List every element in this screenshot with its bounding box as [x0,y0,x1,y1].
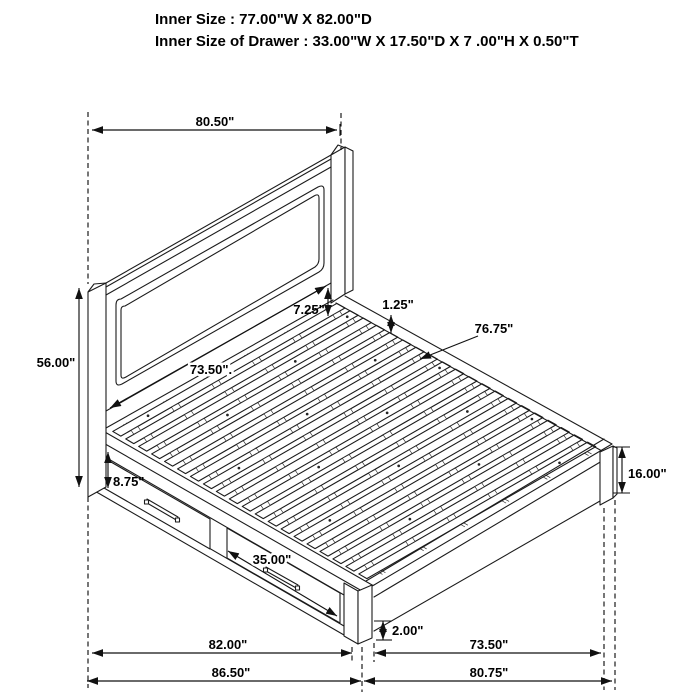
dim-headboard-height-label: 56.00" [36,355,76,370]
drawer-handle-1-endcap [145,500,149,504]
dim-overall-width-label: 80.75" [469,665,509,680]
headboard-right-post [331,147,345,303]
slat-deck [113,303,596,578]
drawer-front-1 [104,458,210,549]
foot-right-leg [600,446,613,505]
dim-slat-length-label: 76.75" [474,321,514,336]
foot-left-leg [344,583,358,644]
drawer-handle-2-endcap [264,568,268,572]
headboard-right-post-side [345,147,353,294]
dim-floor-clearance-label: 2.00" [392,623,424,638]
drawer-handle-2-endcap [296,586,300,590]
dim-side-rail-length-label: 82.00" [208,637,248,652]
headboard-panel-recess-outer [116,186,324,385]
dim-slat-thickness-label: 1.25" [382,297,414,312]
dim-panel-gap-label: 7.25" [293,302,325,317]
dim-foot-rail-length-label: 73.50" [469,637,509,652]
header-inner-size: Inner Size : 77.00"W X 82.00"D [155,11,372,28]
dim-drawer-width-label: 35.00" [252,552,292,567]
dim-footboard-height-label: 16.00" [628,466,667,481]
dim-headboard-width-label: 80.50" [195,114,235,129]
foot-left-leg-side [358,585,372,644]
dim-overall-length-label: 86.50" [211,665,251,680]
headboard-left-post [88,283,106,497]
dim-drawer-height-label: 8.75" [113,474,145,489]
header-inner-drawer-size: Inner Size of Drawer : 33.00"W X 17.50"D X 7 .00"H X 0.50"T [155,33,579,50]
foot-right-leg-side [613,446,617,498]
dim-panel-width-label: 73.50". [189,362,233,377]
drawer-handle-1-endcap [176,518,180,522]
